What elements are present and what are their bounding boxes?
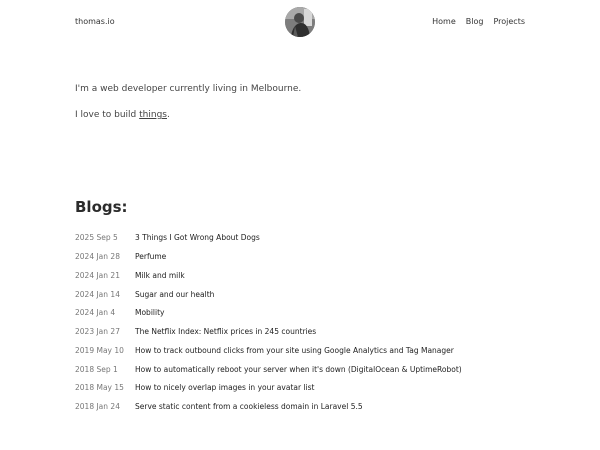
blog-list-item bbox=[75, 398, 462, 417]
blog-list-item bbox=[75, 342, 462, 361]
blog-date: 2024 Jan 21 bbox=[75, 270, 120, 280]
blogs-heading: Blogs: bbox=[75, 198, 128, 216]
blog-list-item bbox=[75, 285, 462, 304]
blog-title-link[interactable]: Mobility bbox=[135, 308, 165, 318]
blog-list-item bbox=[75, 229, 462, 248]
intro-section bbox=[75, 83, 301, 122]
site-header bbox=[75, 0, 525, 44]
blog-date: 2018 Jan 24 bbox=[75, 402, 120, 412]
blog-list-item bbox=[75, 248, 462, 267]
intro-build-suffix: . bbox=[166, 110, 170, 120]
blog-list bbox=[75, 229, 462, 417]
blog-date: 2023 Jan 27 bbox=[75, 327, 120, 337]
blog-list-item bbox=[75, 360, 462, 379]
main-nav bbox=[432, 16, 525, 28]
blog-date: 2024 Jan 4 bbox=[75, 308, 116, 318]
blog-list-item bbox=[75, 323, 462, 342]
intro-build-prefix: I love to build bbox=[75, 110, 140, 120]
blog-date: 2024 Jan 28 bbox=[75, 252, 120, 262]
blog-title-link[interactable]: Milk and milk bbox=[135, 270, 185, 280]
blog-title-link[interactable]: The Netflix Index: Netflix prices in 245 countries bbox=[135, 327, 317, 337]
blog-date: 2018 Sep 1 bbox=[75, 364, 118, 374]
blog-title-link[interactable]: Sugar and our health bbox=[135, 289, 215, 299]
blog-title-link[interactable]: Perfume bbox=[135, 252, 167, 262]
blog-list-item bbox=[75, 379, 462, 398]
blog-date: 2024 Jan 14 bbox=[75, 289, 120, 299]
avatar[interactable] bbox=[285, 7, 315, 37]
intro-location-text: I'm a web developer currently living in Melbourne. bbox=[75, 84, 302, 94]
blog-date: 2025 Sep 5 bbox=[75, 233, 118, 243]
blog-list-item bbox=[75, 267, 462, 286]
nav-projects-link[interactable]: Projects bbox=[493, 17, 525, 26]
nav-blog-link[interactable]: Blog bbox=[465, 17, 484, 26]
avatar-photo-icon bbox=[285, 7, 315, 37]
intro-build-text bbox=[75, 109, 301, 122]
things-link[interactable]: things bbox=[139, 110, 167, 120]
nav-home-link[interactable]: Home bbox=[432, 17, 456, 26]
site-name-link[interactable]: thomas.io bbox=[75, 17, 115, 26]
blog-title-link[interactable]: Serve static content from a cookieless domain in Laravel 5.5 bbox=[135, 402, 363, 412]
blog-date: 2018 May 15 bbox=[75, 383, 124, 393]
blog-title-link[interactable]: How to nicely overlap images in your avatar list bbox=[135, 383, 315, 393]
blog-title-link[interactable]: How to track outbound clicks from your site using Google Analytics and Tag Manager bbox=[135, 345, 454, 355]
blog-title-link[interactable]: How to automatically reboot your server when it's down (DigitalOcean & UptimeRobot) bbox=[135, 364, 462, 374]
blog-title-link[interactable]: 3 Things I Got Wrong About Dogs bbox=[135, 233, 260, 243]
blog-list-item bbox=[75, 304, 462, 323]
blog-date: 2019 May 10 bbox=[75, 345, 124, 355]
